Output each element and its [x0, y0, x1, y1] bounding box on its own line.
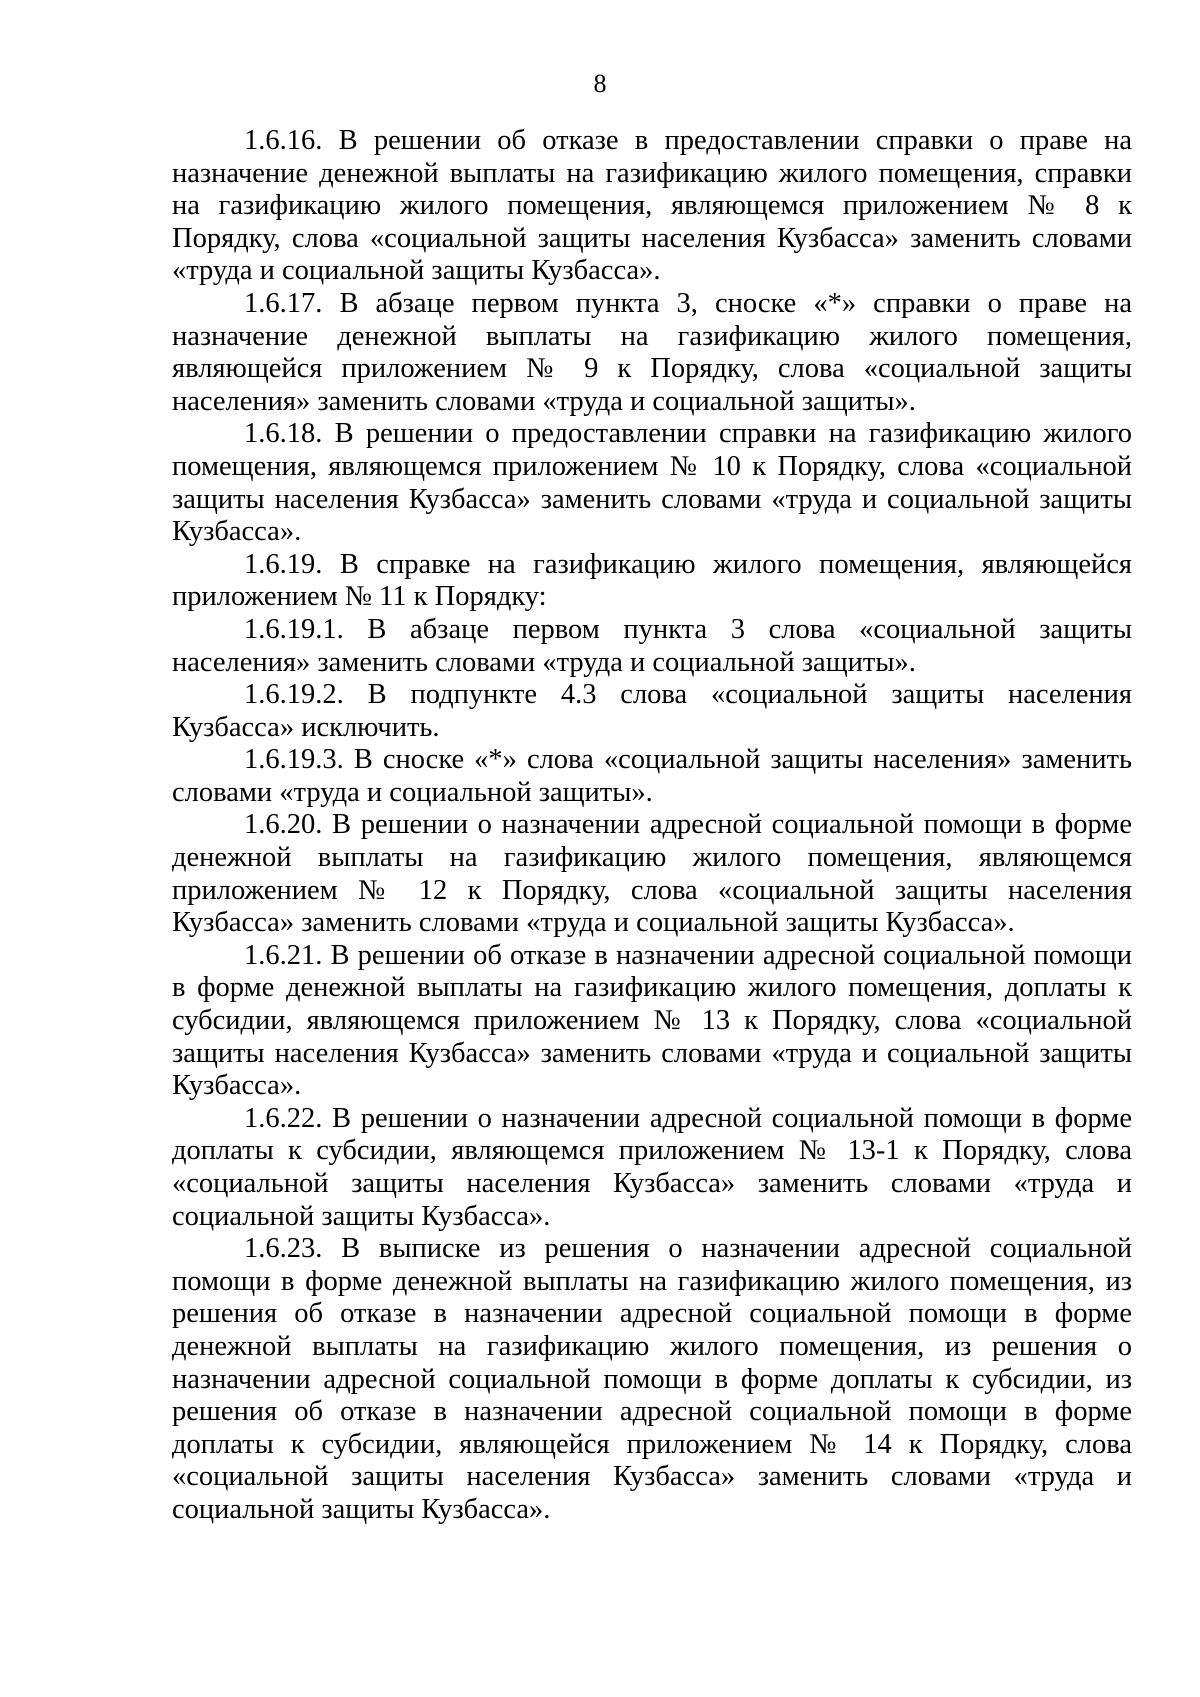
paragraph-1-6-19: 1.6.19. В справке на газификацию жилого помещения, являющейся приложением № 11 к Порядку:: [172, 548, 1132, 613]
paragraph-1-6-21: 1.6.21. В решении об отказе в назначении адресной социальной помощи в форме денежной выплаты на газификацию жилого помещения, доплаты к субсидии, являющемся приложением № 13 к Порядку, слова «социальной защиты населения Кузбасса» заменить словами «труда и социальной защиты Кузбасса».: [172, 939, 1132, 1102]
paragraph-1-6-18: 1.6.18. В решении о предоставлении справки на газификацию жилого помещения, являющемся приложением № 10 к Порядку, слова «социальной защиты населения Кузбасса» заменить словами «труда и социальной защиты Кузбасса».: [172, 418, 1132, 548]
paragraph-1-6-20: 1.6.20. В решении о назначении адресной социальной помощи в форме денежной выплаты на газификацию жилого помещения, являющемся приложением № 12 к Порядку, слова «социальной защиты населения Кузбасса» заменить словами «труда и социальной защиты Кузбасса».: [172, 809, 1132, 939]
paragraph-1-6-16: 1.6.16. В решении об отказе в предоставлении справки о праве на назначение денежной выплаты на газификацию жилого помещения, справки на газификацию жилого помещения, являющемся приложением № 8 к Порядку, слова «социальной защиты населения Кузбасса» заменить словами «труда и социальной защиты Кузбасса».: [172, 125, 1132, 287]
paragraph-1-6-17: 1.6.17. В абзаце первом пункта 3, сноске «*» справки о праве на назначение денежной выплаты на газификацию жилого помещения, являющейся приложением № 9 к Порядку, слова «социальной защиты населения» заменить словами «труда и социальной защиты».: [172, 287, 1132, 417]
document-body: [172, 125, 1132, 1527]
page-number: 8: [593, 69, 607, 98]
paragraph-1-6-23: 1.6.23. В выписке из решения о назначении адресной социальной помощи в форме денежной выплаты на газификацию жилого помещения, из решения об отказе в назначении адресной социальной помощи в форме денежной выплаты на газификацию жилого помещения, из решения о назначении адресной социальной помощи в форме доплаты к субсидии, из решения об отказе в назначении адресной социальной помощи в форме доплаты к субсидии, являющейся приложением № 14 к Порядку, слова «социальной защиты населения Кузбасса» заменить словами «труда и социальной защиты Кузбасса».: [172, 1233, 1132, 1525]
paragraph-1-6-19-2: 1.6.19.2. В подпункте 4.3 слова «социальной защиты населения Кузбасса» исключить.: [172, 679, 1132, 743]
paragraph-1-6-19-1: 1.6.19.1. В абзаце первом пункта 3 слова «социальной защиты населения» заменить словами «труда и социальной защиты».: [172, 613, 1132, 678]
paragraph-1-6-19-3: 1.6.19.3. В сноске «*» слова «социальной защиты населения» заменить словами «труда и социальной защиты».: [172, 744, 1132, 808]
paragraph-1-6-22: 1.6.22. В решении о назначении адресной социальной помощи в форме доплаты к субсидии, являющемся приложением № 13-1 к Порядку, слова «социальной защиты населения Кузбасса» заменить словами «труда и социальной защиты Кузбасса».: [172, 1102, 1132, 1232]
